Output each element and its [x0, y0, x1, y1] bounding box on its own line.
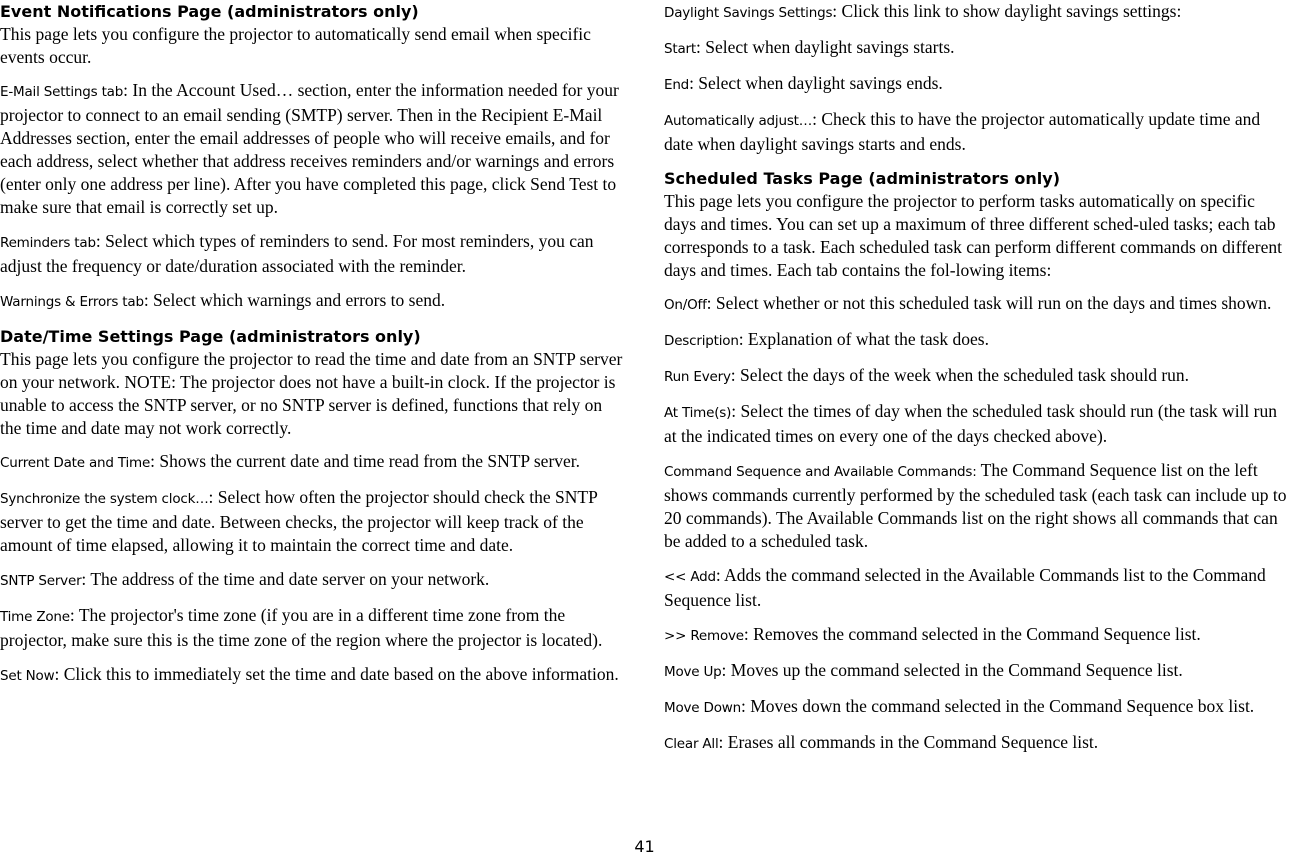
set-now-item — [0, 663, 624, 688]
email-settings-term: E-Mail Settings tab — [0, 84, 124, 100]
time-zone-item — [0, 604, 624, 652]
move-down-item — [664, 695, 1289, 720]
current-date-item — [0, 450, 624, 475]
on-off-term: On/Off — [664, 297, 707, 313]
synchronize-term: Synchronize the system clock… — [0, 491, 209, 507]
at-time-term: At Time(s) — [664, 405, 732, 421]
command-sequence-item — [664, 459, 1289, 553]
sntp-server-item — [0, 568, 624, 593]
time-zone-text: : The projector's time zone (if you are in a different time zone from the projector, make sure this is the time zone of the region where the projector is located). — [0, 605, 603, 650]
right-column — [664, 0, 1289, 767]
left-column — [0, 0, 624, 699]
at-time-text: : Select the times of day when the scheduled task should run (the task will run at the indicated times on every one of the days checked above). — [664, 401, 1277, 446]
reminders-term: Reminders tab — [0, 235, 96, 251]
daylight-term: Daylight Savings Settings — [664, 5, 833, 21]
daylight-item — [664, 0, 1289, 25]
set-now-text: : Click this to immediately set the time and date based on the above information. — [54, 664, 619, 684]
reminders-item — [0, 230, 624, 278]
synchronize-text: : Select how often the projector should check the SNTP server to get the time and date. Between checks, the projector will keep track of the amount of time elapsed, allowing it to maintain the correct time and date. — [0, 487, 598, 555]
start-term: Start — [664, 41, 696, 57]
time-zone-term: Time Zone — [0, 609, 70, 625]
current-date-term: Current Date and Time — [0, 455, 151, 471]
reminders-text: : Select which types of reminders to send. For most reminders, you can adjust the frequency or date/duration associated with the reminder. — [0, 231, 594, 276]
auto-adjust-item — [664, 108, 1289, 156]
move-up-item — [664, 659, 1289, 684]
clear-all-text: : Erases all commands in the Command Sequence list. — [718, 732, 1099, 752]
scheduled-tasks-heading: Scheduled Tasks Page (administrators only) — [664, 169, 1061, 188]
page-number: 41 — [634, 837, 655, 856]
synchronize-item — [0, 486, 624, 557]
at-time-item — [664, 400, 1289, 448]
command-sequence-term: Command Sequence and Available Commands: — [664, 464, 977, 480]
description-text: : Explanation of what the task does. — [738, 329, 989, 349]
set-now-term: Set Now — [0, 668, 55, 684]
run-every-term: Run Every — [664, 369, 731, 385]
event-notifications-heading: Event Notifications Page (administrators only) — [0, 2, 419, 21]
sntp-server-text: : The address of the time and date server on your network. — [81, 569, 490, 589]
scheduled-tasks-intro: This page lets you configure the projector to perform tasks automatically on specific days and times. You can set up a maximum of three different sched-uled tasks; each tab corresponds to a task. Each scheduled task can perform different commands on different days and times. Each tab contains the fol-lowing items: — [664, 191, 1282, 280]
email-settings-item — [0, 79, 624, 219]
datetime-heading: Date/Time Settings Page (administrators only) — [0, 327, 421, 346]
end-item — [664, 72, 1289, 97]
move-down-text: : Moves down the command selected in the Command Sequence box list. — [740, 696, 1255, 716]
move-up-term: Move Up — [664, 664, 722, 680]
start-item — [664, 36, 1289, 61]
move-down-term: Move Down — [664, 700, 741, 716]
end-term: End — [664, 77, 690, 93]
current-date-text: : Shows the current date and time read from the SNTP server. — [150, 451, 581, 471]
add-term: << Add — [664, 569, 716, 585]
on-off-text: : Select whether or not this scheduled task will run on the days and times shown. — [706, 293, 1272, 313]
run-every-text: : Select the days of the week when the scheduled task should run. — [730, 365, 1190, 385]
remove-text: : Removes the command selected in the Command Sequence list. — [743, 624, 1201, 644]
warnings-item — [0, 289, 624, 314]
description-term: Description — [664, 333, 739, 349]
auto-adjust-term: Automatically adjust… — [664, 113, 813, 129]
daylight-text: : Click this link to show daylight savings settings: — [832, 1, 1182, 21]
sntp-server-term: SNTP Server — [0, 573, 82, 589]
start-text: : Select when daylight savings starts. — [695, 37, 955, 57]
warnings-text: : Select which warnings and errors to send. — [143, 290, 446, 310]
warnings-term: Warnings & Errors tab — [0, 294, 144, 310]
clear-all-term: Clear All — [664, 736, 719, 752]
email-settings-text: : In the Account Used… section, enter the information needed for your projector to connect to an email sending (SMTP) server. Then in the Recipient E-Mail Addresses section, enter the email addresses of people who will receive emails, and for each address, select whether that address receives reminders and/or warnings and errors (enter only one address per line). After you have completed this page, click Send Test to make sure that email is correctly set up. — [0, 80, 619, 217]
description-item — [664, 328, 1289, 353]
end-text: : Select when daylight savings ends. — [689, 73, 943, 93]
add-item — [664, 564, 1289, 612]
on-off-item — [664, 292, 1289, 317]
datetime-intro: This page lets you configure the projector to read the time and date from an SNTP server on your network. NOTE: The projector does not have a built-in clock. If the projector is unable to access the SNTP server, or no SNTP server is defined, functions that rely on the time and date may not work correctly. — [0, 349, 623, 438]
clear-all-item — [664, 731, 1289, 756]
add-text: : Adds the command selected in the Available Commands list to the Command Sequence list. — [664, 565, 1266, 610]
move-up-text: : Moves up the command selected in the Command Sequence list. — [721, 660, 1183, 680]
command-sequence-text: The Command Sequence list on the left shows commands currently performed by the scheduled task (each task can include up to 20 commands). The Available Commands list on the right shows all commands that can be added to a scheduled task. — [664, 460, 1287, 551]
remove-term: >> Remove — [664, 628, 744, 644]
remove-item — [664, 623, 1289, 648]
run-every-item — [664, 364, 1289, 389]
event-notifications-intro: This page lets you configure the projector to automatically send email when specific events occur. — [0, 24, 591, 67]
auto-adjust-text: : Check this to have the projector automatically update time and date when daylight savings starts and ends. — [664, 109, 1261, 154]
